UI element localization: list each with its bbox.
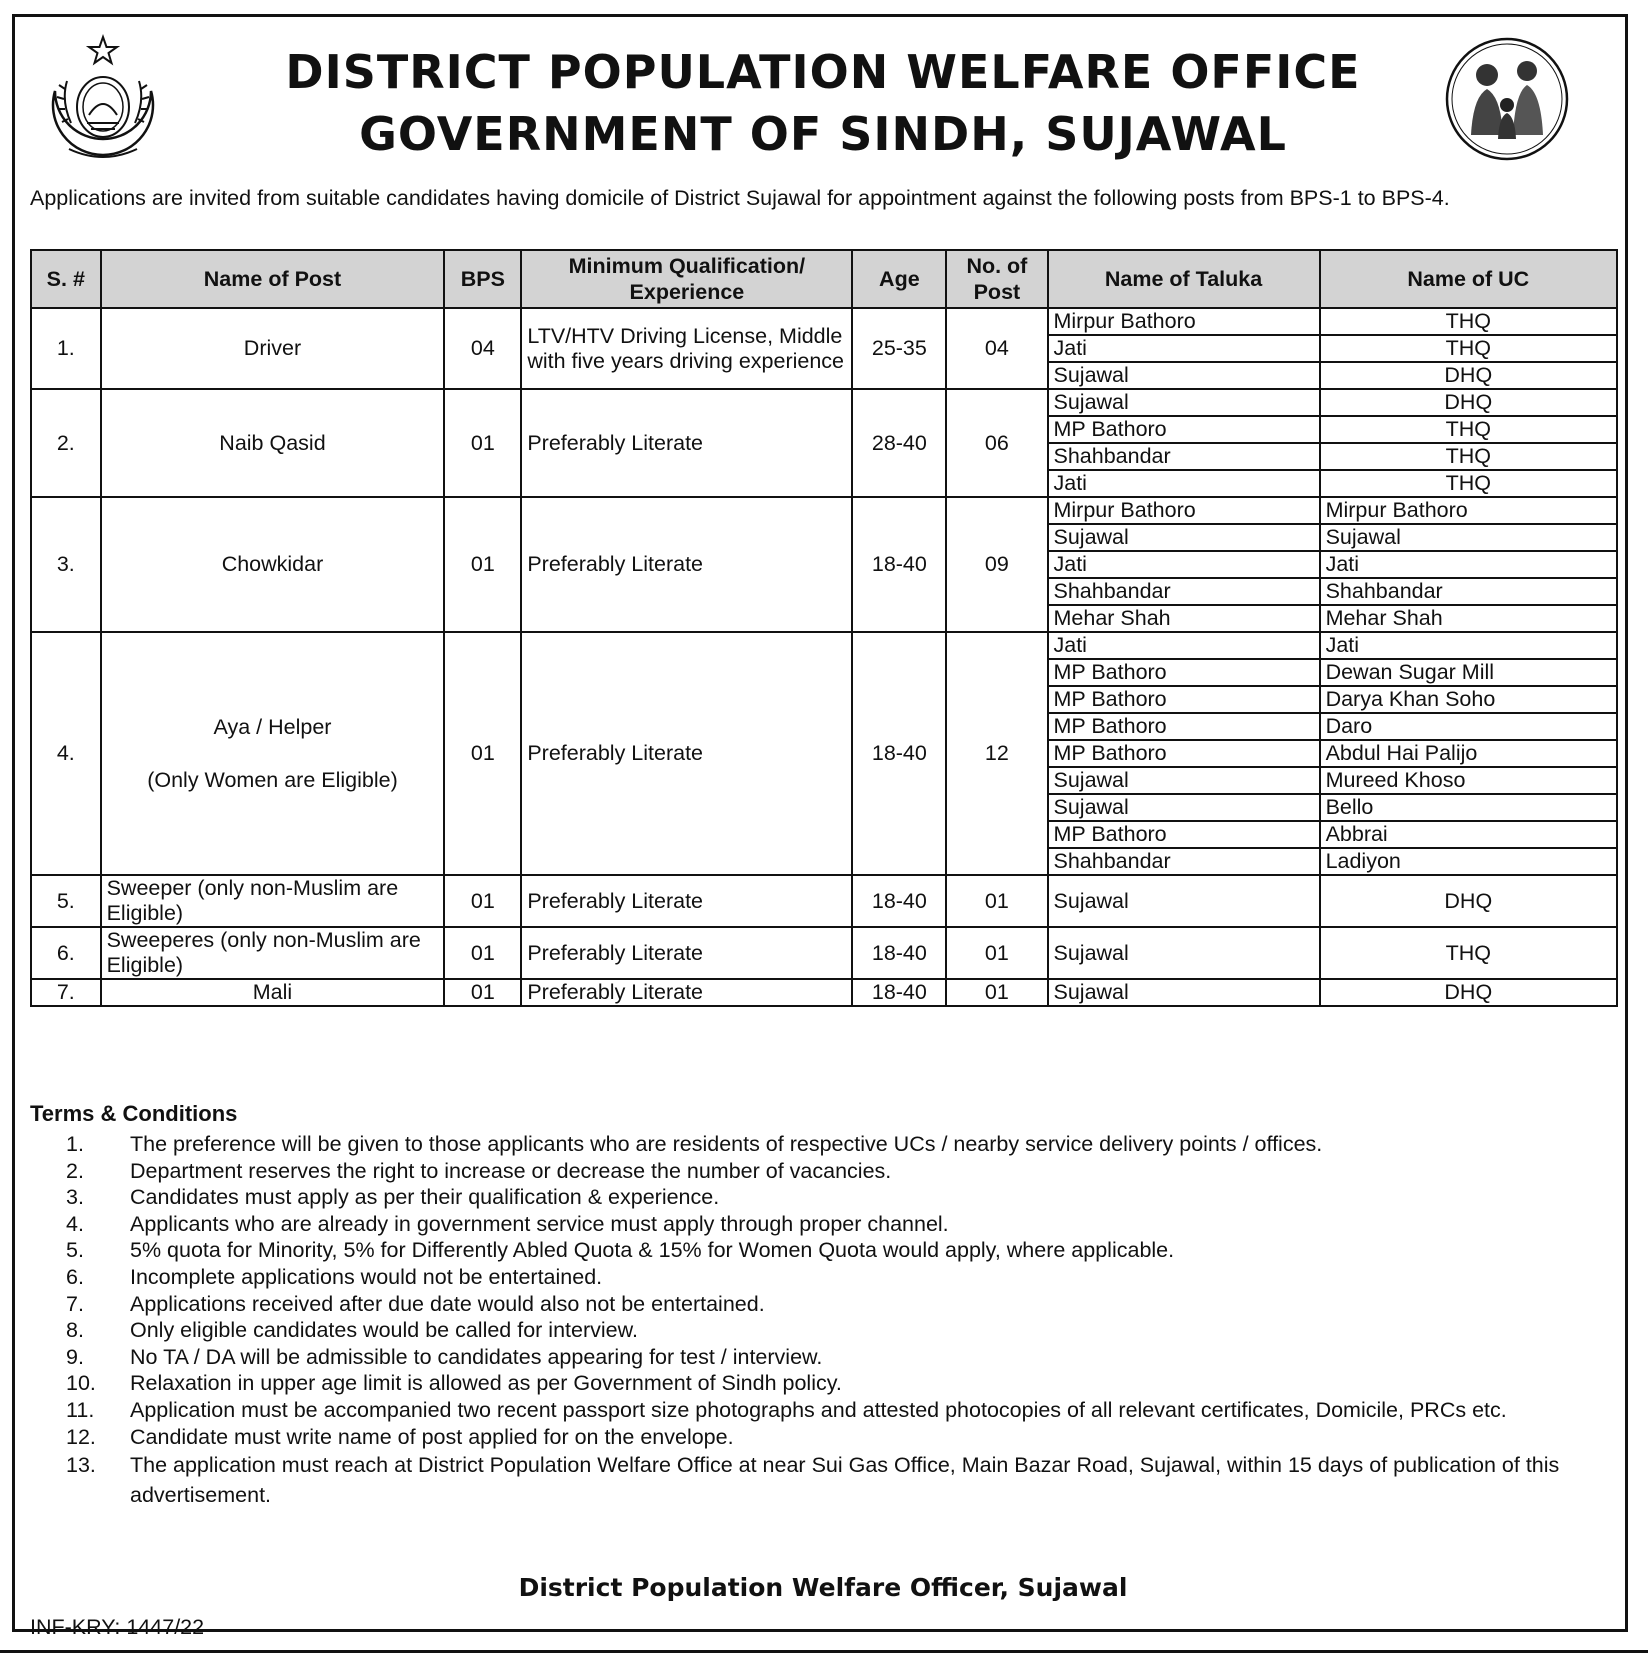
column-header-uc: Name of UC <box>1320 250 1617 308</box>
cell-age: 25-35 <box>852 308 946 389</box>
advertisement-frame <box>12 14 1628 1639</box>
cell-taluka: Mehar Shah <box>1048 605 1320 632</box>
table-header-row <box>31 250 1617 308</box>
cell-post-name <box>101 632 445 875</box>
population-welfare-logo-icon <box>1443 35 1571 163</box>
cell-age: 18-40 <box>852 497 946 632</box>
term-number: 1. <box>66 1132 84 1156</box>
cell-uc: Jati <box>1320 551 1617 578</box>
office-title: DISTRICT POPULATION WELFARE OFFICE <box>285 45 1361 99</box>
term-number: 9. <box>66 1344 84 1369</box>
cell-qualification: Preferably Literate <box>521 632 852 875</box>
cell-age: 18-40 <box>852 875 946 927</box>
table-row <box>31 497 1617 524</box>
term-number: 7. <box>66 1291 84 1316</box>
cell-taluka: MP Bathoro <box>1048 416 1320 443</box>
list-item <box>30 1264 1620 1291</box>
table-row <box>31 927 1617 979</box>
post-name: Aya / Helper <box>213 714 332 739</box>
intro-paragraph: Applications are invited from suitable candidates having domicile of District Sujawal for appointment against the following posts from BPS-1 to BPS-4. <box>30 186 1450 210</box>
cell-post-count: 01 <box>946 979 1047 1006</box>
list-item <box>30 1158 1620 1185</box>
terms-heading: Terms & Conditions <box>30 1101 238 1126</box>
cell-sno: 4. <box>31 632 101 875</box>
cell-uc: Mirpur Bathoro <box>1320 497 1617 524</box>
cell-uc: Abdul Hai Palijo <box>1320 740 1617 767</box>
cell-qualification: Preferably Literate <box>521 389 852 497</box>
cell-taluka: Shahbandar <box>1048 578 1320 605</box>
cell-post-count: 06 <box>946 389 1047 497</box>
column-header-post: Name of Post <box>101 250 445 308</box>
table-row <box>31 308 1617 335</box>
cell-uc: Abbrai <box>1320 821 1617 848</box>
term-number: 3. <box>66 1185 84 1210</box>
term-text: Department reserves the right to increase or decrease the number of vacancies. <box>130 1158 892 1183</box>
cell-age: 28-40 <box>852 389 946 497</box>
term-number: 8. <box>66 1318 84 1343</box>
cell-sno: 2. <box>31 389 101 497</box>
cell-qualification: Preferably Literate <box>521 979 852 1006</box>
cell-post-count: 12 <box>946 632 1047 875</box>
column-header-qualification: Minimum Qualification/ Experience <box>521 250 852 308</box>
cell-post-name: Driver <box>101 308 445 389</box>
term-number: 6. <box>66 1264 84 1289</box>
cell-taluka: Jati <box>1048 335 1320 362</box>
term-text: The preference will be given to those applicants who are residents of respective UCs / nearby service delivery points / offices. <box>130 1132 1323 1156</box>
cell-post-count: 04 <box>946 308 1047 389</box>
term-text: Candidate must write name of post applied for on the envelope. <box>130 1424 734 1449</box>
term-text: The application must reach at District Population Welfare Office at near Sui Gas Office, Main Bazar Road, Sujawal, within 15 days of publication of this advertisement. <box>130 1453 1560 1508</box>
cell-bps: 01 <box>444 497 521 632</box>
cell-post-name: Sweeper (only non-Muslim are Eligible) <box>101 875 445 927</box>
cell-taluka: Sujawal <box>1048 362 1320 389</box>
cell-post-count: 01 <box>946 927 1047 979</box>
cell-qualification: Preferably Literate <box>521 927 852 979</box>
cell-age: 18-40 <box>852 632 946 875</box>
vacancy-table-body <box>31 308 1617 1006</box>
column-header-count: No. of Post <box>946 250 1047 308</box>
term-number: 4. <box>66 1211 84 1236</box>
table-row <box>31 632 1617 659</box>
cell-uc: DHQ <box>1320 875 1617 927</box>
cell-taluka: Sujawal <box>1048 389 1320 416</box>
term-number: 10. <box>66 1371 96 1396</box>
cell-taluka: Sujawal <box>1048 767 1320 794</box>
term-text: Only eligible candidates would be called for interview. <box>130 1318 638 1343</box>
cell-taluka: MP Bathoro <box>1048 821 1320 848</box>
term-number: 13. <box>66 1453 96 1478</box>
list-item <box>30 1131 1620 1158</box>
term-text: Relaxation in upper age limit is allowed as per Government of Sindh policy. <box>130 1371 842 1396</box>
reference-number: INF-KRY: 1447/22 <box>30 1615 205 1639</box>
term-text: Incomplete applications would not be entertained. <box>130 1264 603 1289</box>
list-item <box>30 1370 1620 1397</box>
column-header-bps: BPS <box>444 250 521 308</box>
post-eligibility-note: (Only Women are Eligible) <box>147 767 398 792</box>
list-item <box>30 1450 1620 1510</box>
cell-taluka: Jati <box>1048 551 1320 578</box>
list-item <box>30 1211 1620 1238</box>
cell-sno: 7. <box>31 979 101 1006</box>
cell-uc: THQ <box>1320 927 1617 979</box>
cell-post-name: Chowkidar <box>101 497 445 632</box>
bottom-rule <box>0 1650 1648 1653</box>
term-text: No TA / DA will be admissible to candidates appearing for test / interview. <box>130 1344 823 1369</box>
table-row <box>31 389 1617 416</box>
cell-uc: Ladiyon <box>1320 848 1617 875</box>
cell-taluka: Sujawal <box>1048 979 1320 1006</box>
list-item <box>30 1317 1620 1344</box>
cell-post-name: Sweeperes (only non-Muslim are Eligible) <box>101 927 445 979</box>
list-item <box>30 1184 1620 1211</box>
term-number: 2. <box>66 1158 84 1183</box>
cell-sno: 5. <box>31 875 101 927</box>
term-text: Candidates must apply as per their qualification & experience. <box>130 1185 720 1210</box>
cell-taluka: Jati <box>1048 632 1320 659</box>
cell-uc: Sujawal <box>1320 524 1617 551</box>
cell-uc: Daro <box>1320 713 1617 740</box>
cell-post-name: Mali <box>101 979 445 1006</box>
list-item <box>30 1344 1620 1371</box>
term-text: Application must be accompanied two recent passport size photographs and attested photocopies of all relevant certificates, Domicile, PRCs etc. <box>130 1397 1507 1422</box>
cell-sno: 1. <box>31 308 101 389</box>
government-subtitle: GOVERNMENT OF SINDH, SUJAWAL <box>359 107 1287 161</box>
signatory: District Population Welfare Officer, Sujawal <box>518 1573 1128 1602</box>
cell-taluka: Mirpur Bathoro <box>1048 497 1320 524</box>
cell-taluka: MP Bathoro <box>1048 686 1320 713</box>
cell-qualification: Preferably Literate <box>521 875 852 927</box>
cell-taluka: Sujawal <box>1048 794 1320 821</box>
cell-bps: 01 <box>444 389 521 497</box>
column-header-age: Age <box>852 250 946 308</box>
cell-taluka: Sujawal <box>1048 524 1320 551</box>
cell-taluka: MP Bathoro <box>1048 740 1320 767</box>
cell-age: 18-40 <box>852 927 946 979</box>
list-item <box>30 1291 1620 1318</box>
cell-post-name: Naib Qasid <box>101 389 445 497</box>
cell-sno: 3. <box>31 497 101 632</box>
term-text: 5% quota for Minority, 5% for Differently Abled Quota & 15% for Women Quota would apply, where applicable. <box>130 1238 1175 1263</box>
cell-post-count: 09 <box>946 497 1047 632</box>
list-item <box>30 1397 1620 1424</box>
cell-uc: DHQ <box>1320 389 1617 416</box>
cell-uc: Dewan Sugar Mill <box>1320 659 1617 686</box>
cell-taluka: Jati <box>1048 470 1320 497</box>
list-item <box>30 1424 1620 1451</box>
cell-uc: THQ <box>1320 335 1617 362</box>
cell-taluka: MP Bathoro <box>1048 659 1320 686</box>
cell-uc: Mehar Shah <box>1320 605 1617 632</box>
vacancy-table <box>30 249 1618 1007</box>
table-row <box>31 875 1617 927</box>
terms-list <box>30 1131 1620 1510</box>
cell-bps: 04 <box>444 308 521 389</box>
cell-uc: Darya Khan Soho <box>1320 686 1617 713</box>
cell-qualification: LTV/HTV Driving License, Middle with five years driving experience <box>521 308 852 389</box>
term-text: Applicants who are already in government service must apply through proper channel. <box>130 1211 949 1236</box>
cell-bps: 01 <box>444 632 521 875</box>
table-row <box>31 979 1617 1006</box>
cell-taluka: MP Bathoro <box>1048 713 1320 740</box>
cell-uc: DHQ <box>1320 979 1617 1006</box>
cell-bps: 01 <box>444 875 521 927</box>
cell-taluka: Sujawal <box>1048 875 1320 927</box>
cell-taluka: Shahbandar <box>1048 443 1320 470</box>
cell-sno: 6. <box>31 927 101 979</box>
term-text: Applications received after due date would also not be entertained. <box>130 1291 765 1316</box>
cell-uc: THQ <box>1320 443 1617 470</box>
column-header-taluka: Name of Taluka <box>1048 250 1320 308</box>
cell-age: 18-40 <box>852 979 946 1006</box>
cell-qualification: Preferably Literate <box>521 497 852 632</box>
cell-taluka: Shahbandar <box>1048 848 1320 875</box>
list-item <box>30 1237 1620 1264</box>
cell-taluka: Mirpur Bathoro <box>1048 308 1320 335</box>
term-number: 5. <box>66 1238 84 1263</box>
cell-uc: Bello <box>1320 794 1617 821</box>
cell-uc: DHQ <box>1320 362 1617 389</box>
cell-uc: THQ <box>1320 308 1617 335</box>
column-header-sno: S. # <box>31 250 101 308</box>
cell-bps: 01 <box>444 979 521 1006</box>
term-number: 11. <box>66 1397 95 1422</box>
cell-uc: Jati <box>1320 632 1617 659</box>
term-number: 12. <box>66 1424 96 1449</box>
cell-bps: 01 <box>444 927 521 979</box>
cell-uc: Shahbandar <box>1320 578 1617 605</box>
cell-post-count: 01 <box>946 875 1047 927</box>
cell-uc: THQ <box>1320 416 1617 443</box>
cell-taluka: Sujawal <box>1048 927 1320 979</box>
cell-uc: THQ <box>1320 470 1617 497</box>
cell-uc: Mureed Khoso <box>1320 767 1617 794</box>
